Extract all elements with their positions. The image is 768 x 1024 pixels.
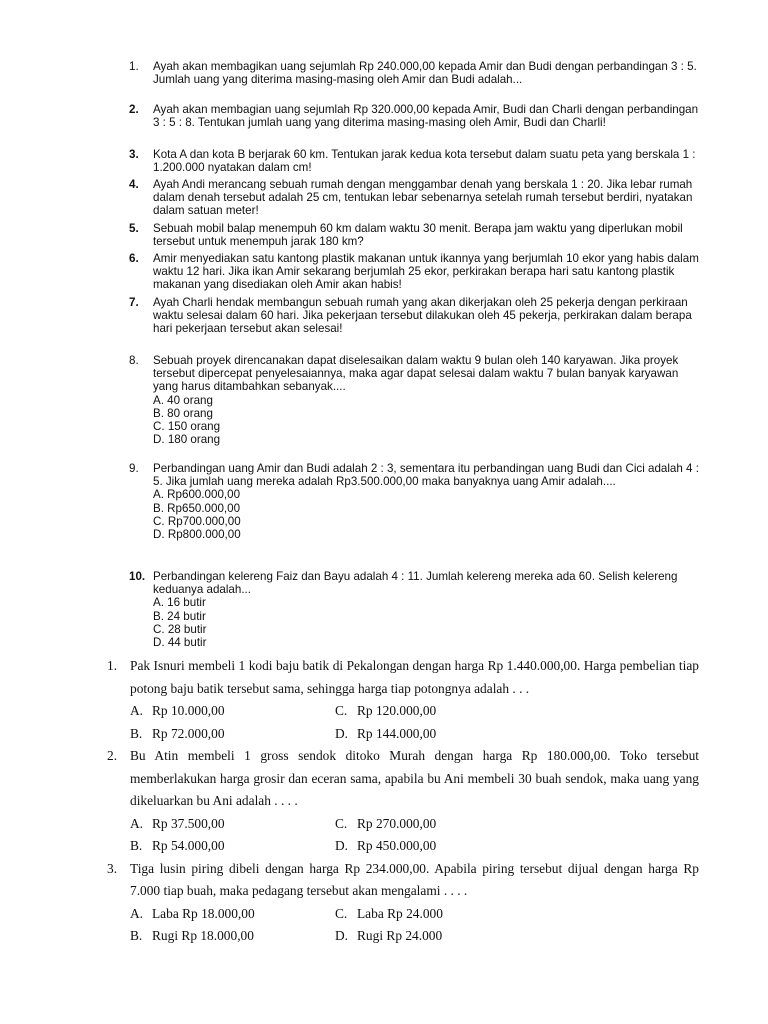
option-value: Rp 120.000,00 bbox=[357, 703, 437, 718]
option-value: Rp 54.000,00 bbox=[152, 838, 225, 853]
option-value: Rugi Rp 18.000,00 bbox=[152, 928, 254, 943]
option-b: B. 80 orang bbox=[153, 406, 213, 420]
option-letter: A. bbox=[130, 905, 144, 921]
option-c: C. Rp700.000,00 bbox=[153, 514, 241, 528]
question-number: 3. bbox=[107, 860, 118, 876]
question-text: Sebuah mobil balap menempuh 60 km dalam waktu 30 menit. Berapa jam waktu yang diperlukan mobil tersebut untuk menempuh jarak 180 km? bbox=[153, 222, 683, 249]
option-value: Rp 270.000,00 bbox=[357, 815, 437, 831]
option-letter: D. bbox=[335, 838, 349, 853]
option-d: D. Rp800.000,00 bbox=[153, 528, 241, 542]
question-6 bbox=[129, 252, 699, 293]
question-text: Kota A dan kota B berjarak 60 km. Tentukan jarak kedua kota tersebut dalam suatu peta yang berskala 1 : 1.200.000 nyatakan dalam cm! bbox=[153, 148, 696, 175]
option-c: C. 150 orang bbox=[153, 420, 221, 434]
option-value: Laba Rp 18.000,00 bbox=[152, 905, 255, 921]
option-letter: D. bbox=[335, 725, 349, 741]
option-a: A. 16 butir bbox=[153, 596, 206, 610]
question-number: 4. bbox=[129, 178, 139, 191]
question-text: Pak Isnuri membeli 1 kodi baju batik di Pekalongan dengan harga Rp 1.440.000,00. Harga pembelian tiap potong baju batik tersebut sama, sehingga harga tiap potongnya adalah . . . bbox=[130, 658, 699, 696]
option-d: D. 44 butir bbox=[153, 636, 207, 650]
mc-question-1 bbox=[107, 655, 699, 745]
option-value: Laba Rp 24.000 bbox=[357, 905, 443, 921]
question-text: Ayah akan membagikan uang sejumlah Rp 240.000,00 kepada Amir dan Budi dengan perbandingan 3 : 5. Jumlah uang yang diterima masing-masing oleh Amir dan Budi adalah... bbox=[153, 60, 697, 87]
question-number: 3. bbox=[129, 148, 139, 161]
option-letter: B. bbox=[130, 725, 143, 741]
question-7 bbox=[129, 296, 699, 337]
option-letter: A. bbox=[130, 703, 144, 718]
question-number: 1. bbox=[107, 658, 118, 673]
question-text: Amir menyediakan satu kantong plastik makanan untuk ikannya yang berjumlah 10 ekor yang habis dalam waktu 12 hari. Jika ikan Amir sekarang berjumlah 25 ekor, perkirakan berapa hari satu kantong plastik makanan yang disediakan oleh Amir akan habis! bbox=[153, 252, 699, 292]
option-row bbox=[107, 925, 699, 948]
option-d: D. 180 orang bbox=[153, 433, 221, 447]
option-value: Rp 10.000,00 bbox=[152, 703, 225, 718]
question-2 bbox=[129, 103, 699, 144]
option-row bbox=[107, 723, 699, 746]
question-number: 2. bbox=[107, 748, 118, 763]
question-number: 10. bbox=[129, 570, 146, 583]
option-c: C. 28 butir bbox=[153, 622, 207, 636]
question-number: 5. bbox=[129, 222, 139, 235]
question-5 bbox=[129, 222, 699, 249]
option-value: Rugi Rp 24.000 bbox=[357, 928, 443, 943]
multiple-choice-list bbox=[107, 655, 699, 948]
option-value: Rp 450.000,00 bbox=[357, 838, 437, 853]
option-b: B. 24 butir bbox=[153, 609, 206, 623]
mc-question-2 bbox=[107, 745, 699, 858]
question-number: 1. bbox=[129, 60, 139, 73]
option-letter: A. bbox=[130, 815, 144, 831]
question-text: Bu Atin membeli 1 gross sendok ditoko Murah dengan harga Rp 180.000,00. Toko tersebut memberlakukan harga grosir dan eceran sama, apabila bu Ani membeli 30 buah sendok, maka uang yang dikeluarkan bu Ani adalah . . . . bbox=[130, 748, 699, 808]
question-number: 8. bbox=[129, 354, 139, 367]
question-number: 9. bbox=[129, 462, 139, 475]
question-text: Ayah Andi merancang sebuah rumah dengan menggambar denah yang berskala 1 : 20. Jika lebar rumah dalam denah tersebut adalah 25 cm, tentukan lebar sebenarnya setelah rumah tersebut berdiri, nyatakan dalam satuan meter! bbox=[153, 178, 693, 218]
question-number: 2. bbox=[129, 103, 139, 116]
option-row bbox=[107, 700, 699, 723]
option-letter: C. bbox=[335, 905, 348, 921]
option-value: Rp 72.000,00 bbox=[152, 725, 225, 741]
question-10 bbox=[129, 570, 699, 650]
question-9 bbox=[129, 462, 699, 556]
question-number: 6. bbox=[129, 252, 139, 265]
question-text: Tiga lusin piring dibeli dengan harga Rp 234.000,00. Apabila piring tersebut dijual dengan harga Rp 7.000 tiap buah, maka pedagang tersebut akan mengalami . . . . bbox=[130, 860, 699, 898]
question-3 bbox=[129, 148, 699, 175]
question-text: Perbandingan kelereng Faiz dan Bayu adalah 4 : 11. Jumlah kelereng mereka ada 60. Selish kelereng keduanya adalah... bbox=[153, 570, 678, 597]
option-value: Rp 37.500,00 bbox=[152, 815, 225, 831]
option-b: B. Rp650.000,00 bbox=[153, 501, 241, 515]
question-text: Ayah Charli hendak membangun sebuah rumah yang akan dikerjakan oleh 25 pekerja dengan perkiraan waktu selesai dalam 60 hari. Jika pekerjaan tersebut dilakukan oleh 45 pekerja, perkirakan dalam berapa hari pekerjaan tersebut akan selesai! bbox=[153, 296, 692, 336]
option-a: A. 40 orang bbox=[153, 393, 213, 407]
option-a: A. Rp600.000,00 bbox=[153, 488, 241, 502]
option-letter: C. bbox=[335, 815, 348, 831]
essay-question-list bbox=[129, 60, 699, 650]
option-row bbox=[107, 813, 699, 836]
option-letter: C. bbox=[335, 703, 348, 718]
mc-question-3 bbox=[107, 858, 699, 948]
question-8 bbox=[129, 354, 699, 448]
question-1 bbox=[129, 60, 699, 87]
option-value: Rp 144.000,00 bbox=[357, 725, 437, 741]
question-text: Ayah akan membagian uang sejumlah Rp 320.000,00 kepada Amir, Budi dan Charli dengan perbandingan 3 : 5 : 8. Tentukan jumlah uang yang diterima masing-masing oleh Amir, Budi dan Charli! bbox=[153, 103, 699, 130]
option-row bbox=[107, 903, 699, 926]
question-text: Perbandingan uang Amir dan Budi adalah 2 : 3, sementara itu perbandingan uang Budi dan Cici adalah 4 : 5. Jika jumlah uang mereka adalah Rp3.500.000,00 maka banyaknya uang Amir adalah.... bbox=[153, 462, 699, 489]
option-letter: D. bbox=[335, 928, 349, 943]
option-letter: B. bbox=[130, 838, 143, 853]
question-4 bbox=[129, 178, 699, 219]
question-number: 7. bbox=[129, 296, 139, 309]
question-text: Sebuah proyek direncanakan dapat diselesaikan dalam waktu 9 bulan oleh 140 karyawan. Jika proyek tersebut dipercepat penyelesaiannya, maka agar dapat selesai dalam waktu 7 bulan banyak karyawan yang harus ditambahkan sebanyak.... bbox=[153, 354, 679, 394]
option-row bbox=[107, 835, 699, 858]
option-letter: B. bbox=[130, 928, 143, 943]
